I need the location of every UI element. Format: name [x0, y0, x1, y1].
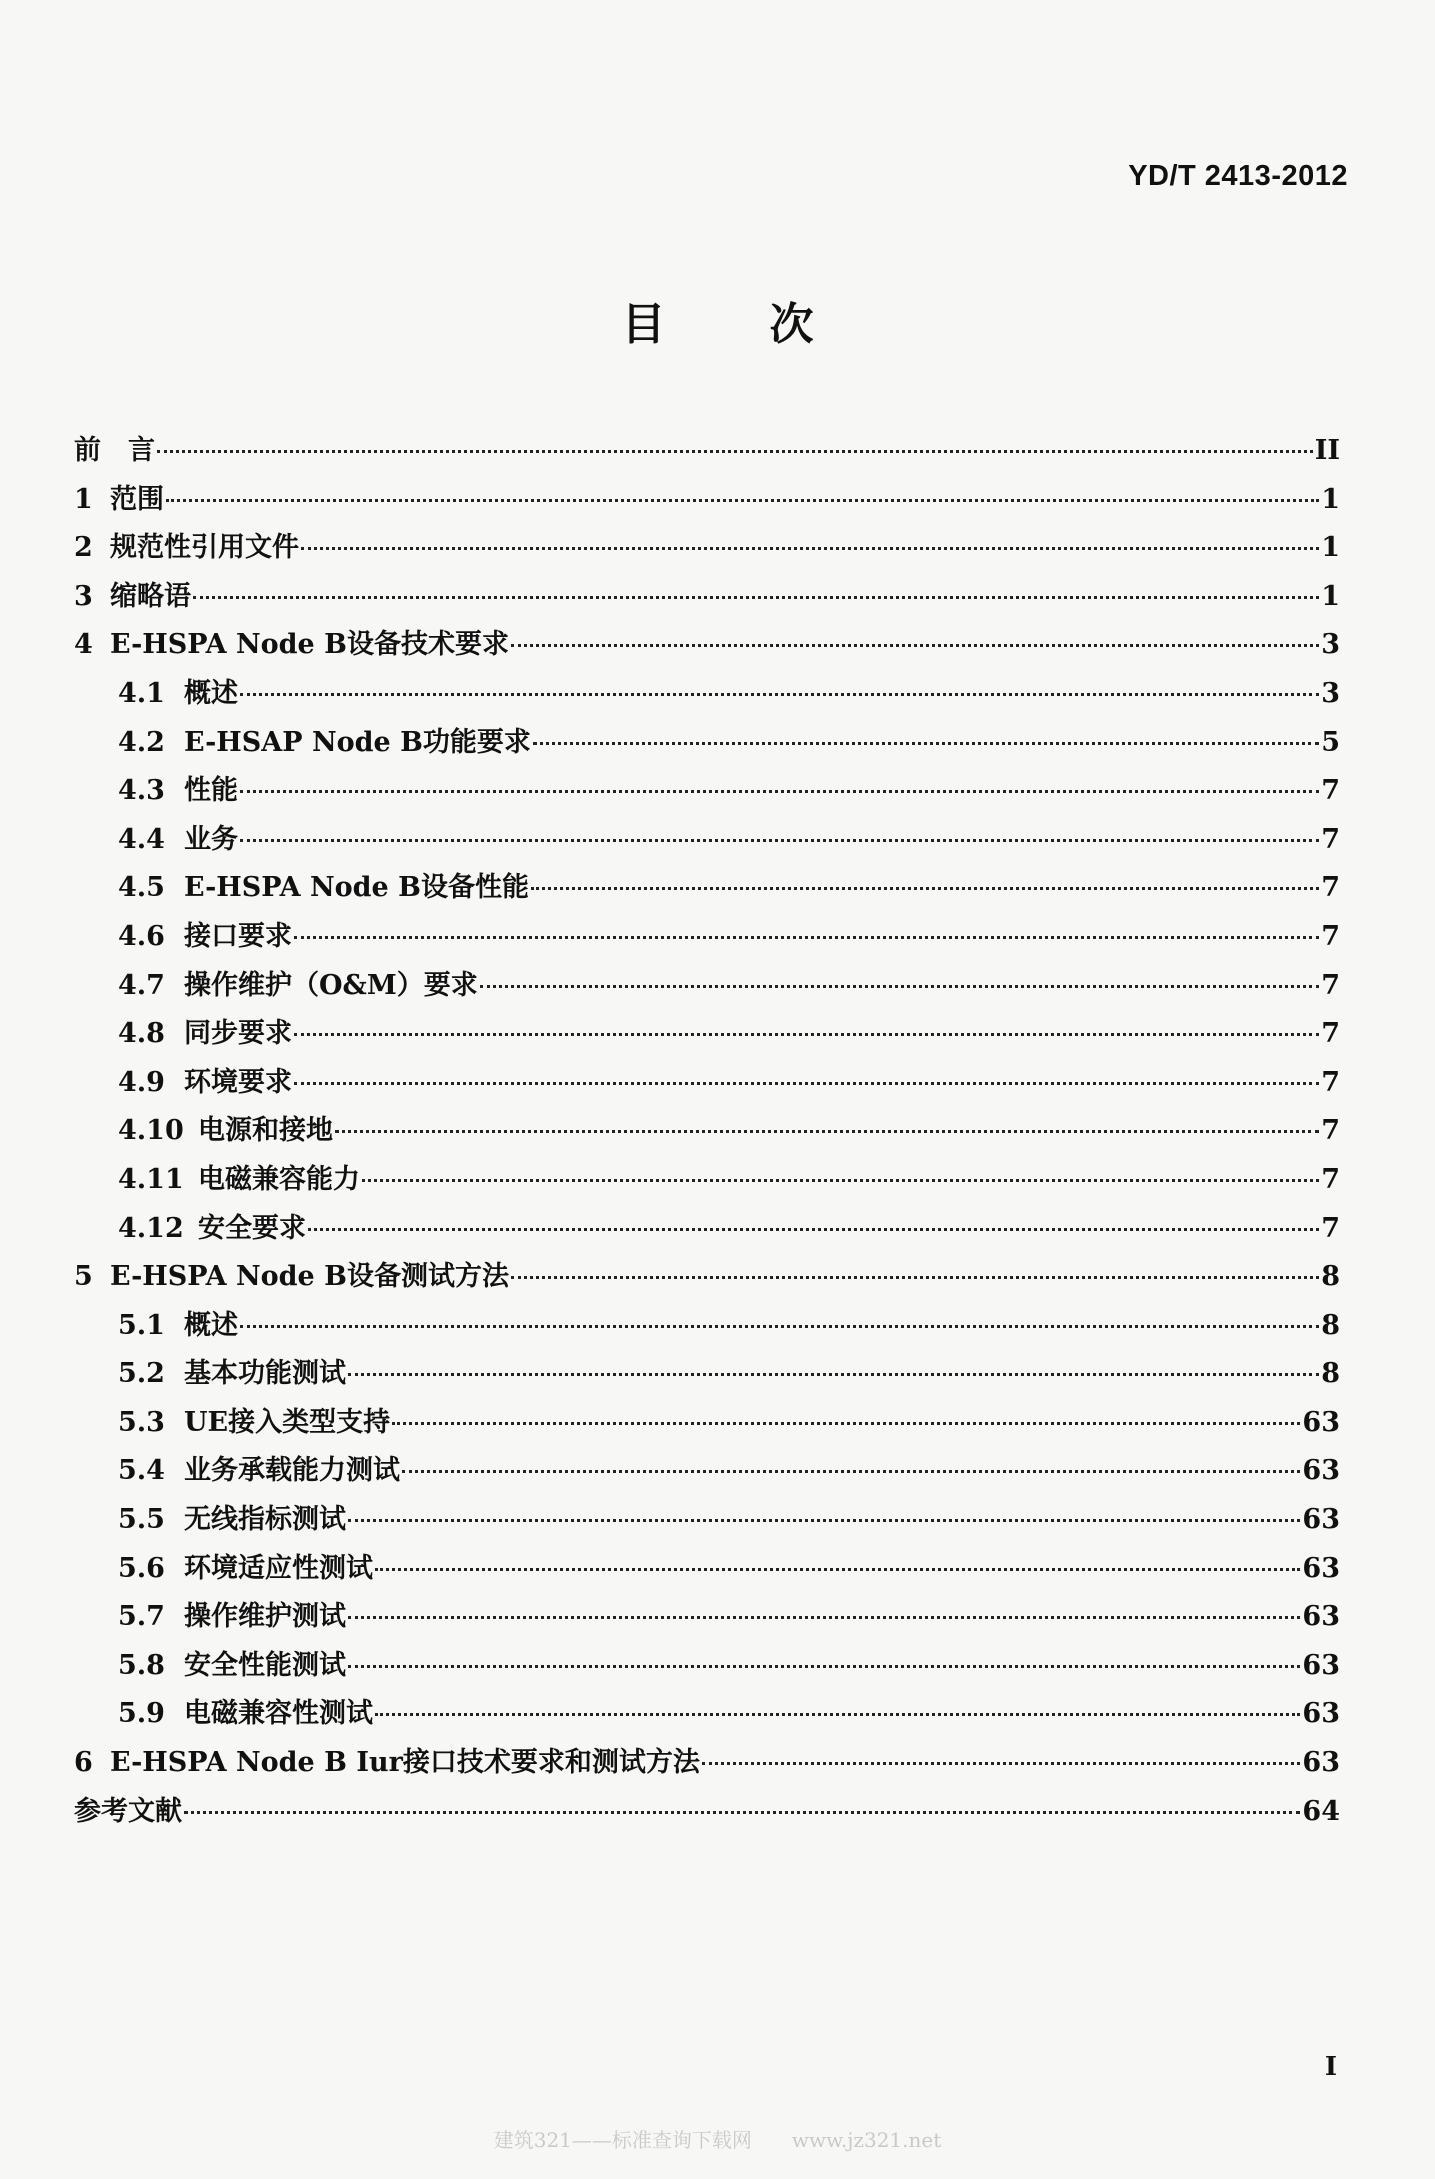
toc-entry-number: 3: [74, 580, 93, 612]
toc-entry-number: 5.3: [118, 1406, 165, 1438]
toc-entry-label: 范围: [110, 483, 164, 515]
toc-entry-number: 5.9: [118, 1698, 165, 1730]
toc-entry-number: 2: [74, 532, 93, 564]
toc-entry-label: 参考文献: [74, 1795, 182, 1827]
toc-dot-leader: [301, 547, 1319, 550]
toc-entry-label: 概述: [184, 677, 238, 709]
toc-entry-number: 1: [74, 483, 93, 515]
toc-dot-leader: [348, 1616, 1300, 1619]
toc-entry[interactable]: [74, 963, 1340, 1012]
toc-entry-page: 1: [1321, 580, 1340, 612]
toc-entry-page: 63: [1302, 1601, 1340, 1633]
toc-entry[interactable]: [74, 1011, 1340, 1060]
toc-entry[interactable]: [74, 1643, 1340, 1692]
toc-entry[interactable]: [74, 1303, 1340, 1352]
toc-entry[interactable]: [74, 1546, 1340, 1595]
toc-dot-leader: [240, 839, 1319, 842]
toc-entry-number: 5.4: [118, 1455, 165, 1487]
toc-dot-leader: [375, 1713, 1300, 1716]
toc-dot-leader: [348, 1665, 1300, 1668]
toc-entry-label: E-HSPA Node B设备测试方法: [110, 1261, 509, 1293]
toc-entry-page: 7: [1321, 920, 1340, 952]
toc-dot-leader: [511, 1276, 1319, 1279]
toc-entry-number: 4.6: [118, 920, 165, 952]
toc-dot-leader: [511, 644, 1319, 647]
toc-entry-page: 5: [1321, 726, 1340, 758]
toc-dot-leader: [240, 693, 1319, 696]
toc-entry-label: 业务: [184, 823, 238, 855]
toc-entry-number: 4.10: [118, 1115, 184, 1147]
toc-entry[interactable]: [74, 477, 1340, 526]
toc-entry[interactable]: [74, 1448, 1340, 1497]
toc-entry[interactable]: [74, 768, 1340, 817]
toc-entry-number: 4: [74, 629, 93, 661]
toc-entry-label: 电磁兼容能力: [198, 1163, 360, 1195]
toc-entry-number: 5.6: [118, 1552, 165, 1584]
toc-entry-label: 安全要求: [198, 1212, 306, 1244]
toc-entry-label: 基本功能测试: [184, 1358, 346, 1390]
toc-dot-leader: [402, 1470, 1300, 1473]
document-code: YD/T 2413-2012: [1128, 160, 1348, 192]
toc-entry-page: 7: [1321, 1163, 1340, 1195]
toc-entry-label: E-HSPA Node B Iur接口技术要求和测试方法: [110, 1747, 700, 1779]
toc-entry-page: 7: [1321, 1066, 1340, 1098]
toc-entry-number: 6: [74, 1747, 93, 1779]
toc-entry-page: 7: [1321, 1212, 1340, 1244]
toc-dot-leader: [348, 1519, 1300, 1522]
toc-entry[interactable]: [74, 1108, 1340, 1157]
toc-entry[interactable]: [74, 525, 1340, 574]
toc-entry-page: II: [1314, 435, 1340, 466]
toc-dot-leader: [294, 1033, 1319, 1036]
toc-entry-page: 63: [1302, 1504, 1340, 1536]
toc-entry[interactable]: [74, 1789, 1340, 1838]
toc-entry-number: 5.1: [118, 1309, 165, 1341]
toc-entry-page: 63: [1302, 1406, 1340, 1438]
toc-entry-label: 环境适应性测试: [184, 1552, 373, 1584]
toc-entry-page: 64: [1302, 1795, 1340, 1827]
toc-entry[interactable]: [74, 817, 1340, 866]
toc-entry-page: 7: [1321, 775, 1340, 807]
toc-entry-page: 7: [1321, 823, 1340, 855]
toc-entry-page: 7: [1321, 1115, 1340, 1147]
toc-entry-page: 7: [1321, 969, 1340, 1001]
toc-entry-label: 性能: [184, 775, 238, 807]
toc-entry-page: 1: [1321, 532, 1340, 564]
toc-entry-label: 操作维护测试: [184, 1601, 346, 1633]
toc-dot-leader: [240, 1325, 1319, 1328]
table-of-contents: [74, 428, 1340, 1837]
page-number: I: [1324, 2052, 1337, 2082]
toc-entry-label: 前 言: [74, 435, 155, 466]
toc-entry-label: 无线指标测试: [184, 1504, 346, 1536]
toc-entry[interactable]: [74, 428, 1340, 477]
toc-title: [0, 288, 1435, 352]
watermark-footer: 建筑321——标准查询下载网 www.jz321.net: [493, 2128, 942, 2152]
toc-entry-number: 4.9: [118, 1066, 165, 1098]
toc-entry-label: 业务承载能力测试: [184, 1455, 400, 1487]
toc-entry-number: 4.11: [118, 1163, 184, 1195]
toc-entry-number: 4.4: [118, 823, 165, 855]
toc-dot-leader: [375, 1568, 1300, 1571]
toc-entry-number: 4.8: [118, 1018, 165, 1050]
toc-dot-leader: [308, 1228, 1319, 1231]
toc-entry-page: 7: [1321, 872, 1340, 904]
toc-dot-leader: [240, 790, 1319, 793]
toc-entry-page: 3: [1321, 677, 1340, 709]
toc-entry-label: 缩略语: [110, 580, 191, 612]
toc-entry[interactable]: [74, 1254, 1340, 1303]
toc-entry-label: 电源和接地: [198, 1115, 333, 1147]
toc-entry[interactable]: [74, 622, 1340, 671]
toc-entry-page: 8: [1321, 1309, 1340, 1341]
toc-entry-number: 5.7: [118, 1601, 165, 1633]
toc-entry[interactable]: [74, 1060, 1340, 1109]
toc-entry[interactable]: [74, 1740, 1340, 1789]
toc-title-char-2: 次: [769, 299, 814, 350]
toc-entry-number: 4.7: [118, 969, 165, 1001]
toc-dot-leader: [294, 1082, 1319, 1085]
toc-entry-label: E-HSPA Node B设备性能: [184, 872, 529, 904]
toc-entry-page: 63: [1302, 1649, 1340, 1681]
toc-dot-leader: [362, 1179, 1319, 1182]
toc-dot-leader: [157, 450, 1313, 453]
toc-entry-label: E-HSPA Node B设备技术要求: [110, 629, 509, 661]
toc-entry-page: 8: [1321, 1358, 1340, 1390]
toc-dot-leader: [294, 936, 1319, 939]
toc-dot-leader: [166, 499, 1319, 502]
toc-entry-number: 4.5: [118, 872, 165, 904]
toc-entry-number: 5.8: [118, 1649, 165, 1681]
toc-entry-number: 4.2: [118, 726, 165, 758]
toc-entry-page: 3: [1321, 629, 1340, 661]
toc-entry-label: 接口要求: [184, 920, 292, 952]
toc-entry-label: 同步要求: [184, 1018, 292, 1050]
toc-dot-leader: [531, 887, 1319, 890]
toc-entry[interactable]: [74, 865, 1340, 914]
toc-dot-leader: [193, 596, 1319, 599]
toc-entry-number: 4.12: [118, 1212, 184, 1244]
toc-entry[interactable]: [74, 720, 1340, 769]
toc-entry[interactable]: [74, 1351, 1340, 1400]
toc-entry[interactable]: [74, 1691, 1340, 1740]
toc-dot-leader: [702, 1762, 1301, 1765]
toc-entry-page: 63: [1302, 1747, 1340, 1779]
toc-entry-page: 63: [1302, 1455, 1340, 1487]
toc-entry[interactable]: [74, 914, 1340, 963]
toc-entry-label: 环境要求: [184, 1066, 292, 1098]
toc-dot-leader: [348, 1373, 1319, 1376]
toc-entry-label: 电磁兼容性测试: [184, 1698, 373, 1730]
toc-dot-leader: [533, 742, 1319, 745]
toc-entry-label: UE接入类型支持: [184, 1406, 391, 1438]
toc-dot-leader: [335, 1130, 1319, 1133]
toc-dot-leader: [184, 1811, 1300, 1814]
toc-entry-number: 5: [74, 1261, 93, 1293]
toc-entry[interactable]: [74, 1157, 1340, 1206]
toc-entry-number: 4.1: [118, 677, 165, 709]
toc-entry-label: E-HSAP Node B功能要求: [184, 726, 531, 758]
toc-entry-label: 概述: [184, 1309, 238, 1341]
toc-entry-page: 63: [1302, 1698, 1340, 1730]
toc-dot-leader: [392, 1422, 1300, 1425]
toc-entry-page: 1: [1321, 483, 1340, 515]
toc-entry-label: 安全性能测试: [184, 1649, 346, 1681]
toc-entry-number: 5.2: [118, 1358, 165, 1390]
toc-entry[interactable]: [74, 574, 1340, 623]
toc-entry-page: 7: [1321, 1018, 1340, 1050]
toc-entry[interactable]: [74, 1400, 1340, 1449]
toc-entry-label: 操作维护（O&M）要求: [184, 969, 478, 1001]
toc-entry-page: 8: [1321, 1261, 1340, 1293]
toc-entry[interactable]: [74, 1206, 1340, 1255]
toc-entry[interactable]: [74, 671, 1340, 720]
toc-entry-number: 4.3: [118, 775, 165, 807]
toc-entry-label: 规范性引用文件: [110, 532, 299, 564]
toc-dot-leader: [480, 985, 1319, 988]
toc-entry-number: 5.5: [118, 1504, 165, 1536]
toc-entry[interactable]: [74, 1497, 1340, 1546]
toc-entry[interactable]: [74, 1594, 1340, 1643]
toc-entry-page: 63: [1302, 1552, 1340, 1584]
toc-title-char-1: 目: [621, 299, 666, 350]
